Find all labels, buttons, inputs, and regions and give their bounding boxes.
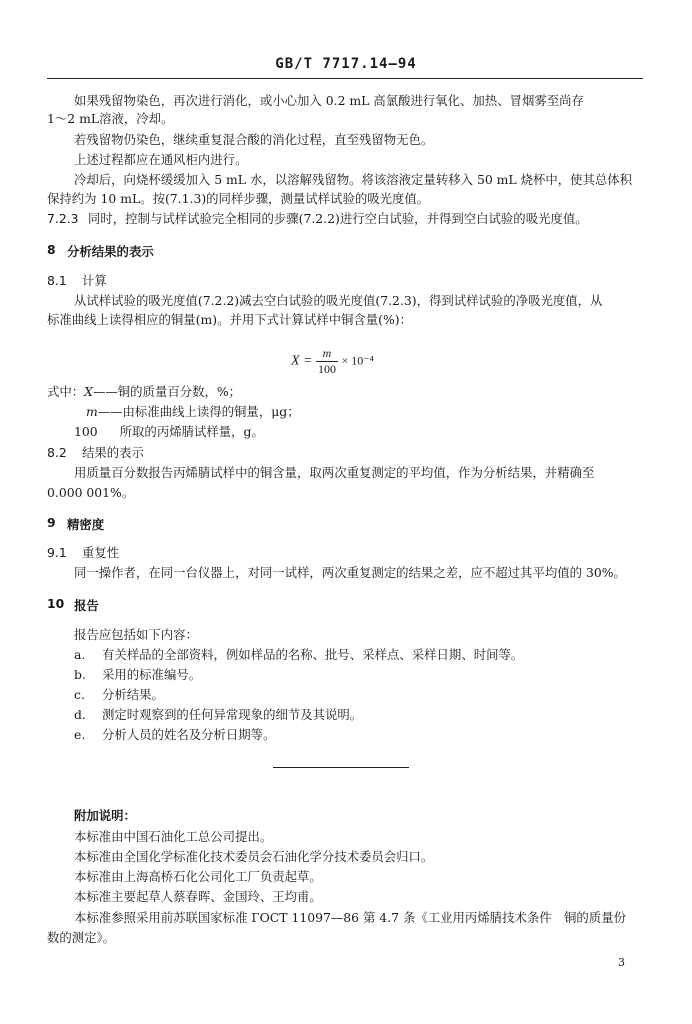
report-intro: 报告应包括如下内容： <box>74 627 198 642</box>
report-item-d <box>74 707 362 723</box>
where-symbol-m: m <box>86 404 98 419</box>
page-header: GB/T 7717.14—94 <box>275 56 417 72</box>
para-line-3: 若残留物仍染色，继续重复混合酸的消化过程，直至残留物无色。 <box>74 132 434 147</box>
where-line-1 <box>47 384 241 400</box>
where-m-desc: ——由标准曲线上读得的铜量，μg； <box>97 404 300 419</box>
notes-line-5: 本标准参照采用前苏联国家标准 ГОСТ 11097—86 第 4.7 条《工业用丙烯腈技术条件 铜的质量份 <box>74 910 626 925</box>
report-item-a <box>74 647 523 663</box>
section-8-1-line-2: 标准曲线上读得相应的铜量(m)。并用下式计算试样中铜含量(%)： <box>47 312 413 327</box>
report-item-text: 采用的标准编号。 <box>102 667 202 682</box>
report-item-text: 分析结果。 <box>102 687 164 702</box>
report-item-c <box>74 687 164 703</box>
formula-denominator: 100 <box>318 362 336 376</box>
notes-line-2: 本标准由全国化学标准化技术委员会石油化学分技术委员会归口。 <box>74 849 434 864</box>
section-8-1-line-1: 从试样试验的吸光度值(7.2.2)减去空白试验的吸光度值(7.2.3)，得到试样试验的净吸光度值，从 <box>74 293 603 308</box>
section-8-number: 8 <box>47 242 56 257</box>
section-9-title: 精密度 <box>67 517 105 532</box>
section-9-1-line-1: 同一操作者，在同一台仪器上，对同一试样，两次重复测定的结果之差，应不超过其平均值的 30%。 <box>74 565 626 580</box>
section-9-number: 9 <box>47 515 56 530</box>
section-8-2-title: 结果的表示 <box>82 445 144 460</box>
notes-line-1: 本标准由中国石油化工总公司提出。 <box>74 829 273 844</box>
report-item-text: 测定时观察到的任何异常现象的细节及其说明。 <box>102 707 363 722</box>
formula-rhs: × 10⁻⁴ <box>341 353 374 368</box>
section-8-1-number: 8.1 <box>47 273 67 288</box>
formula-numerator: m <box>316 346 338 362</box>
where-x-desc: ——铜的质量百分数，%； <box>93 384 242 399</box>
notes-line-3: 本标准由上海高桥石化公司化工厂负责起草。 <box>74 869 322 884</box>
section-7-2-3-text: 同时，控制与试样试验完全相同的步骤(7.2.2)进行空白试验，并得到空白试验的吸光度值。 <box>88 211 588 226</box>
report-item-marker: e. <box>74 727 86 742</box>
report-item-text: 分析人员的姓名及分析日期等。 <box>102 727 276 742</box>
notes-line-4: 本标准主要起草人蔡春晖、金国玲、王均甫。 <box>74 889 322 904</box>
formula-fraction <box>316 346 338 377</box>
report-item-marker: a. <box>74 647 86 662</box>
section-10-number: 10 <box>47 596 65 611</box>
section-separator <box>273 767 409 768</box>
section-9-1-title: 重复性 <box>82 545 120 560</box>
formula-lhs: X = <box>291 353 313 369</box>
section-10-title: 报告 <box>74 598 99 613</box>
para-line-1: 如果残留物染色，再次进行消化，或小心加入 0.2 mL 高氯酸进行氧化、加热、冒烟雾至尚存 <box>74 93 584 108</box>
where-line-3 <box>74 424 264 440</box>
para-line-4: 上述过程都应在通风柜内进行。 <box>74 152 248 167</box>
para-line-5: 冷却后，向烧杯缓缓加入 5 mL 水，以溶解残留物。将该溶液定量转移入 50 mL 烧杯中，使其总体积 <box>74 172 633 187</box>
report-item-text: 有关样品的全部资料，例如样品的名称、批号、采样点、采样日期、时间等。 <box>102 647 524 662</box>
where-symbol-100: 100 <box>74 424 98 439</box>
where-symbol-x: X <box>84 384 93 399</box>
report-item-e <box>74 727 275 743</box>
where-label: 式中： <box>47 384 85 399</box>
where-100-desc: 所取的丙烯腈试样量，g。 <box>119 424 264 439</box>
para-line-6: 保持约为 10 mL。按(7.1.3)的同样步骤，测量试样试验的吸光度值。 <box>47 191 430 206</box>
report-item-b <box>74 667 201 683</box>
section-8-title: 分析结果的表示 <box>67 244 154 259</box>
section-8-2-line-2: 0.000 001%。 <box>47 485 135 500</box>
notes-title: 附加说明： <box>74 808 136 823</box>
page-number: 3 <box>618 956 625 969</box>
section-9-1-number: 9.1 <box>47 545 67 560</box>
formula <box>291 346 374 377</box>
report-item-marker: b. <box>74 667 86 682</box>
section-8-1-title: 计算 <box>82 273 107 288</box>
where-line-2 <box>86 404 300 420</box>
section-8-2-number: 8.2 <box>47 445 67 460</box>
para-line-2: 1～2 mL溶液，冷却。 <box>47 111 174 126</box>
report-item-marker: c. <box>74 687 85 702</box>
report-item-marker: d. <box>74 707 86 722</box>
section-8-2-line-1: 用质量百分数报告丙烯腈试样中的铜含量，取两次重复测定的平均值，作为分析结果，并精确至 <box>74 465 595 480</box>
notes-line-6: 数的测定》。 <box>47 930 116 945</box>
header-rule <box>47 78 643 79</box>
section-7-2-3-number: 7.2.3 <box>47 211 79 226</box>
